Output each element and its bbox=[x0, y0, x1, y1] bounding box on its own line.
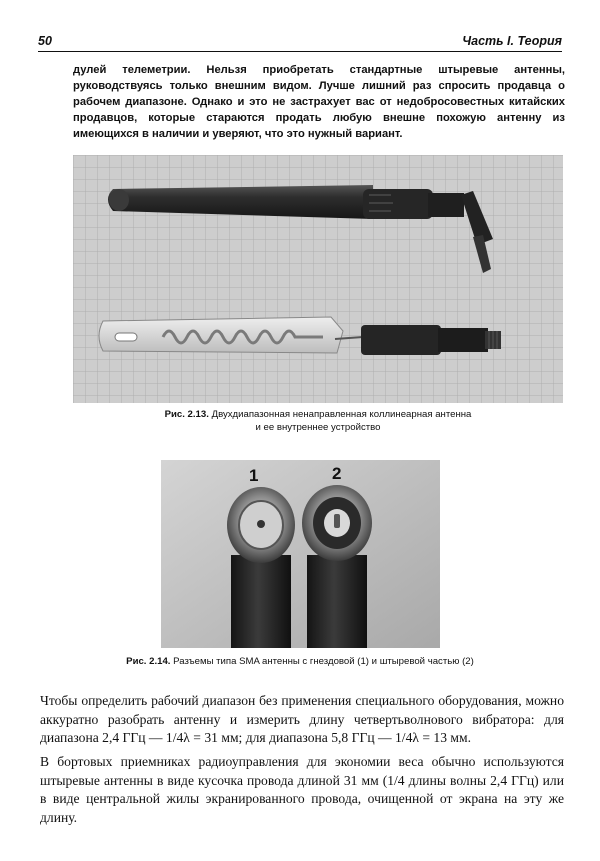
figure-2-13-caption-line1: Двухдиапазонная ненаправленная коллинеарная антенна bbox=[211, 409, 472, 420]
figure-2-14-label: Рис. 2.14. bbox=[126, 656, 171, 667]
antenna-photo bbox=[73, 155, 563, 403]
male-sma-connector bbox=[302, 485, 372, 648]
body-paragraph-1: Чтобы определить рабочий диапазон без применения специального оборудования, можно аккуратно разобрать антенну и измерить длину четвертьволнового вибратора: для диапазона 2,4 ГГц — 1/4λ = 31 мм; для диапазона 5,8 ГГц — 1/4λ = 13 мм. bbox=[40, 693, 564, 746]
figure-2-14-caption bbox=[40, 656, 560, 669]
sma-connectors-photo bbox=[161, 460, 440, 648]
figure-2-13-caption bbox=[73, 409, 563, 434]
connector-marker-1: 1 bbox=[249, 466, 259, 485]
connector-marker-2: 2 bbox=[332, 464, 342, 483]
page-number: 50 bbox=[38, 34, 52, 48]
figure-2-14-caption-text: Разъемы типа SMA антенны с гнездовой (1) и штыревой частью (2) bbox=[173, 656, 474, 667]
intro-paragraph: дулей телеметрии. Нельзя приобретать стандартные штыревые антенны, руководствуясь только внешним видом. Лучше лишний раз спросить продавца о рабочем диапазоне. Однако и это не застрахует вас от недобросовестных китайских продавцов, которые стараются продать любую внешне похожую антенну из имеющихся в наличии и уверяют, что это нужный вариант. bbox=[73, 64, 565, 141]
figure-2-13-label: Рис. 2.13. bbox=[164, 409, 209, 420]
part-title: Часть I. Теория bbox=[462, 34, 562, 48]
running-header bbox=[38, 34, 562, 52]
header-rule bbox=[38, 51, 562, 52]
figure-2-13-caption-line2: и ее внутреннее устройство bbox=[255, 421, 381, 433]
body-paragraph-2: В бортовых приемниках радиоуправления для экономии веса обычно используются штыревые антенны в виде кусочка провода длиной 31 мм (1/4 длины волны 2,4 ГГц) или в виде центральной жилы экранированного провода, очищенной от экрана на эту же длину. bbox=[40, 754, 564, 825]
female-sma-connector bbox=[227, 487, 295, 648]
